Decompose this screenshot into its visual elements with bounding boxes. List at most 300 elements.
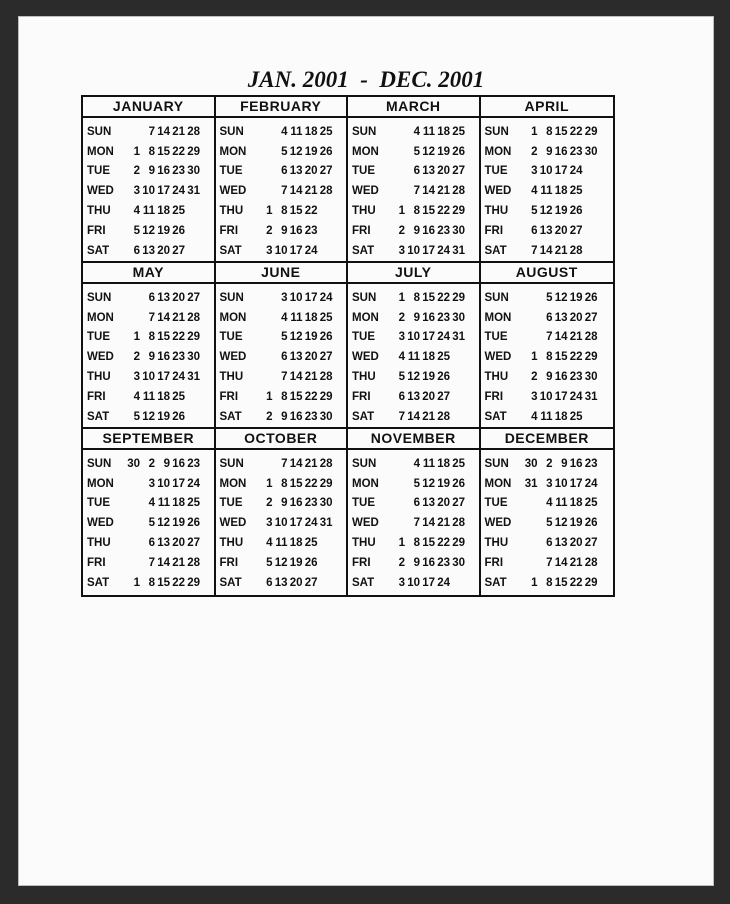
week-day-row (87, 221, 211, 241)
day-name: FRI (219, 390, 239, 403)
day-name: FRI (484, 556, 504, 569)
date-number: 30 (524, 457, 538, 470)
date-number: 10 (274, 244, 288, 257)
day-name: WED (484, 517, 512, 530)
week-day-row (352, 328, 476, 348)
date-number: 20 (172, 291, 185, 304)
date-number: 8 (281, 390, 288, 403)
date-number: 16 (289, 410, 303, 423)
date-number: 7 (148, 125, 155, 138)
date-number: 12 (274, 556, 288, 569)
day-name: WED (484, 185, 512, 198)
date-number: 1 (266, 477, 273, 490)
week-day-row (220, 407, 344, 427)
week-day-row (352, 181, 476, 201)
date-number: 12 (407, 371, 420, 384)
week-day-row (87, 474, 211, 494)
date-number: 27 (304, 576, 318, 589)
date-number: 8 (148, 331, 155, 344)
date-number: 11 (555, 497, 568, 510)
month-name: JUNE (216, 263, 347, 284)
date-number: 11 (290, 125, 303, 138)
date-number: 25 (584, 497, 598, 510)
date-number: 2 (133, 165, 140, 178)
date-number: 28 (569, 244, 583, 257)
month-name: JULY (348, 263, 479, 284)
date-number: 1 (398, 291, 405, 304)
day-name: SAT (219, 244, 242, 257)
date-number: 29 (187, 145, 200, 158)
date-number (583, 185, 598, 197)
date-number: 2 (398, 311, 405, 324)
date-number: 30 (319, 497, 333, 510)
day-name: WED (87, 185, 114, 198)
day-name: SUN (484, 125, 509, 138)
calendar-card (18, 16, 714, 886)
date-number: 3 (398, 331, 405, 344)
date-number: 26 (584, 291, 598, 304)
date-number: 9 (413, 224, 420, 237)
day-name: WED (87, 517, 114, 530)
month-name: APRIL (481, 97, 614, 118)
day-name: MON (87, 145, 114, 158)
date-number: 15 (157, 331, 170, 344)
day-name: WED (219, 351, 247, 364)
date-number: 18 (554, 185, 568, 198)
day-name: SAT (352, 576, 375, 589)
date-number (123, 126, 140, 138)
date-number: 19 (172, 517, 185, 530)
date-number: 6 (266, 576, 273, 589)
date-number: 25 (187, 497, 200, 510)
date-number (388, 126, 405, 138)
day-name: FRI (352, 556, 371, 569)
day-name: THU (352, 537, 376, 550)
date-number: 3 (546, 477, 553, 490)
date-number (521, 537, 538, 549)
week-day-row (352, 288, 476, 308)
date-number: 30 (584, 371, 598, 384)
date-number: 24 (172, 185, 185, 198)
date-number (388, 497, 405, 509)
date-number (450, 351, 465, 363)
date-number: 19 (437, 477, 450, 490)
week-day-row (485, 454, 611, 474)
week-day-row (87, 347, 211, 367)
date-number: 3 (398, 244, 405, 257)
week-day-row (485, 533, 611, 553)
date-number: 15 (422, 205, 435, 218)
day-name: TUE (87, 497, 110, 510)
date-number: 24 (304, 244, 318, 257)
week-day-row (352, 221, 476, 241)
date-number: 30 (452, 556, 465, 569)
date-number (123, 537, 140, 549)
date-number: 22 (304, 477, 318, 490)
date-number: 23 (569, 145, 583, 158)
date-number: 13 (289, 165, 303, 178)
week-day-row (220, 347, 344, 367)
date-number: 12 (289, 145, 303, 158)
date-number: 25 (452, 457, 465, 470)
month-name: OCTOBER (216, 429, 347, 450)
day-name: THU (352, 205, 376, 218)
date-number: 15 (289, 390, 303, 403)
date-number: 11 (142, 390, 155, 403)
day-name: MON (219, 311, 247, 324)
date-number: 1 (531, 576, 538, 589)
date-number: 19 (157, 224, 170, 237)
date-number: 16 (172, 457, 185, 470)
date-number: 3 (148, 477, 155, 490)
week-day-row (485, 553, 611, 573)
day-name: SUN (352, 291, 377, 304)
day-name: MON (484, 477, 512, 490)
month-name: MARCH (348, 97, 479, 118)
date-number: 22 (304, 205, 318, 218)
week-day-row (220, 308, 344, 328)
date-number: 10 (539, 390, 553, 403)
date-number: 26 (452, 145, 465, 158)
date-number: 10 (142, 371, 155, 384)
calendar-grid (81, 95, 615, 597)
day-name: SAT (352, 244, 375, 257)
date-number: 3 (133, 371, 140, 384)
week-day-row (352, 407, 476, 427)
date-number: 15 (554, 576, 568, 589)
month-block (83, 263, 216, 429)
date-number: 1 (266, 390, 273, 403)
date-number: 15 (289, 477, 303, 490)
date-number: 22 (437, 537, 450, 550)
date-number (123, 557, 140, 569)
date-number: 25 (452, 125, 465, 138)
date-number: 22 (172, 576, 185, 589)
day-name: SAT (87, 410, 110, 423)
date-number: 20 (304, 351, 318, 364)
date-number (123, 517, 140, 529)
date-number: 10 (407, 331, 420, 344)
date-number: 30 (319, 410, 333, 423)
date-number: 30 (584, 145, 598, 158)
date-number: 16 (157, 351, 170, 364)
calendar-title: JAN. 2001 - DEC. 2001 (247, 67, 485, 92)
week-day-row (485, 241, 611, 261)
date-number: 19 (437, 145, 450, 158)
day-name: MON (484, 145, 512, 158)
date-number: 2 (266, 224, 273, 237)
month-name: AUGUST (481, 263, 614, 284)
month-name: JANUARY (83, 97, 214, 118)
date-number: 10 (407, 244, 420, 257)
date-number: 9 (561, 457, 568, 470)
date-number: 25 (172, 390, 185, 403)
date-number: 29 (187, 576, 200, 589)
date-number (318, 537, 333, 549)
month-block (481, 97, 614, 263)
day-name: TUE (87, 331, 110, 344)
week-day-row (485, 201, 611, 221)
date-number: 1 (266, 205, 273, 218)
week-day-row (352, 347, 476, 367)
date-number: 21 (422, 410, 435, 423)
date-number: 6 (531, 224, 538, 237)
week-day-row (352, 122, 476, 142)
day-name: FRI (219, 556, 239, 569)
day-name: SUN (352, 457, 377, 470)
date-number: 20 (172, 537, 185, 550)
date-number: 1 (531, 351, 538, 364)
date-number: 19 (422, 371, 435, 384)
date-number: 5 (266, 556, 273, 569)
date-number: 25 (569, 410, 583, 423)
month-block (216, 97, 349, 263)
date-number: 17 (554, 390, 568, 403)
date-number: 19 (569, 291, 583, 304)
day-name: FRI (87, 224, 106, 237)
date-number: 28 (452, 517, 465, 530)
day-name: TUE (484, 165, 508, 178)
date-number: 17 (289, 517, 303, 530)
date-number: 12 (539, 205, 553, 218)
day-name: SUN (484, 291, 509, 304)
date-number: 7 (281, 185, 288, 198)
date-number (388, 458, 405, 470)
date-number: 21 (437, 517, 450, 530)
day-name: THU (87, 371, 111, 384)
date-number: 21 (554, 244, 568, 257)
week-day-row (87, 241, 211, 261)
date-number: 22 (172, 145, 185, 158)
date-number: 7 (531, 244, 538, 257)
date-number: 9 (148, 351, 155, 364)
date-number: 26 (437, 371, 450, 384)
date-number: 3 (281, 291, 288, 304)
date-number: 6 (281, 351, 288, 364)
date-number: 6 (133, 244, 140, 257)
date-number (123, 478, 140, 490)
day-name: SAT (219, 576, 242, 589)
date-number: 8 (413, 291, 420, 304)
week-day-row (87, 288, 211, 308)
date-number: 24 (437, 244, 450, 257)
date-number: 3 (531, 165, 538, 178)
date-number: 11 (142, 205, 155, 218)
week-day-row (87, 142, 211, 162)
day-name: WED (219, 517, 247, 530)
date-number: 4 (531, 410, 538, 423)
week-day-row (352, 241, 476, 261)
day-name: SUN (87, 291, 112, 304)
date-number: 13 (539, 224, 553, 237)
date-number (388, 478, 405, 490)
date-number: 18 (289, 537, 303, 550)
date-number: 27 (187, 537, 200, 550)
date-number: 2 (531, 145, 538, 158)
date-number: 11 (422, 125, 435, 138)
date-number: 13 (554, 311, 568, 324)
date-number: 16 (554, 145, 568, 158)
date-number: 2 (398, 556, 405, 569)
date-number (256, 126, 273, 138)
date-number (521, 312, 538, 324)
date-number: 14 (157, 556, 170, 569)
date-number: 14 (289, 371, 303, 384)
date-number: 24 (304, 517, 318, 530)
date-number: 24 (584, 477, 598, 490)
day-name: TUE (484, 331, 508, 344)
date-number (450, 577, 465, 589)
week-day-row (220, 241, 344, 261)
month-name: SEPTEMBER (83, 429, 214, 450)
date-number: 13 (157, 537, 170, 550)
date-number: 4 (266, 537, 273, 550)
day-name: FRI (219, 224, 239, 237)
day-name: SUN (87, 125, 112, 138)
date-number: 5 (546, 291, 553, 304)
date-number: 20 (304, 165, 318, 178)
week-day-row (87, 328, 211, 348)
date-number: 5 (133, 224, 140, 237)
date-number: 23 (437, 311, 450, 324)
week-day-row (220, 142, 344, 162)
week-day-row (485, 573, 611, 593)
day-name: WED (484, 351, 512, 364)
date-number: 20 (157, 244, 170, 257)
date-number: 4 (413, 125, 420, 138)
date-number (583, 165, 598, 177)
date-number: 26 (172, 224, 185, 237)
date-number: 29 (319, 390, 333, 403)
date-number: 9 (163, 457, 170, 470)
date-number (583, 411, 598, 423)
day-name: THU (87, 205, 111, 218)
month-block (216, 429, 349, 595)
date-number: 8 (148, 145, 155, 158)
date-number: 9 (148, 165, 155, 178)
day-name: SUN (87, 457, 112, 470)
date-number: 20 (289, 576, 303, 589)
date-number: 31 (319, 517, 333, 530)
date-number: 4 (546, 497, 553, 510)
date-number: 5 (148, 517, 155, 530)
date-number: 22 (304, 390, 318, 403)
month-name: DECEMBER (481, 429, 614, 450)
date-number: 19 (569, 517, 583, 530)
date-number: 27 (187, 291, 200, 304)
date-number: 10 (142, 185, 155, 198)
date-number: 19 (554, 205, 568, 218)
week-day-row (485, 221, 611, 241)
date-number: 15 (422, 537, 435, 550)
date-number: 31 (452, 244, 465, 257)
date-number (521, 557, 538, 569)
date-number (123, 312, 140, 324)
date-number: 13 (422, 165, 435, 178)
date-number: 4 (133, 390, 140, 403)
date-number: 17 (304, 291, 318, 304)
date-number (388, 185, 405, 197)
date-number: 31 (524, 477, 538, 490)
date-number: 28 (437, 410, 450, 423)
date-number: 11 (157, 497, 170, 510)
date-number: 3 (266, 244, 273, 257)
day-name: THU (484, 371, 509, 384)
month-block (216, 263, 349, 429)
date-number: 25 (304, 537, 318, 550)
date-number: 26 (584, 517, 598, 530)
date-number (583, 205, 598, 217)
date-number: 3 (266, 517, 273, 530)
week-day-row (220, 454, 344, 474)
date-number: 1 (398, 537, 405, 550)
date-number: 10 (554, 477, 568, 490)
day-name: SAT (87, 244, 110, 257)
date-number: 20 (554, 224, 568, 237)
date-number: 13 (289, 351, 303, 364)
date-number (318, 557, 333, 569)
day-name: SAT (484, 244, 507, 257)
day-name: THU (219, 205, 244, 218)
day-name: TUE (352, 165, 375, 178)
week-day-row (485, 308, 611, 328)
date-number: 18 (422, 351, 435, 364)
date-number: 22 (172, 331, 185, 344)
day-name: SUN (219, 291, 244, 304)
date-number: 18 (304, 125, 318, 138)
date-number: 24 (187, 477, 200, 490)
date-number (256, 312, 273, 324)
week-day-row (485, 122, 611, 142)
date-number: 29 (452, 537, 465, 550)
week-day-row (220, 201, 344, 221)
day-name: SUN (484, 457, 509, 470)
date-number: 24 (569, 165, 583, 178)
date-number: 12 (142, 224, 155, 237)
week-day-row (352, 201, 476, 221)
date-number: 10 (539, 165, 553, 178)
date-number: 13 (554, 537, 568, 550)
date-number: 14 (157, 125, 170, 138)
date-number: 14 (422, 517, 435, 530)
date-number: 15 (289, 205, 303, 218)
date-number: 21 (172, 556, 185, 569)
date-number: 14 (422, 185, 435, 198)
date-number: 30 (452, 311, 465, 324)
date-number: 6 (546, 537, 553, 550)
date-number (256, 165, 273, 177)
date-number (318, 225, 333, 237)
week-day-row (87, 162, 211, 182)
date-number: 20 (569, 537, 583, 550)
date-number (256, 371, 273, 383)
date-number: 1 (133, 145, 140, 158)
date-number (123, 292, 140, 304)
date-number: 5 (281, 331, 288, 344)
date-number: 11 (540, 185, 553, 198)
date-number: 2 (531, 371, 538, 384)
date-number: 6 (148, 291, 155, 304)
week-day-row (220, 387, 344, 407)
date-number: 1 (398, 205, 405, 218)
date-number: 15 (422, 291, 435, 304)
date-number: 12 (142, 410, 155, 423)
month-block (83, 97, 216, 263)
date-number: 23 (304, 224, 318, 237)
date-number: 14 (289, 457, 303, 470)
date-number: 27 (452, 165, 465, 178)
date-number: 11 (540, 410, 553, 423)
